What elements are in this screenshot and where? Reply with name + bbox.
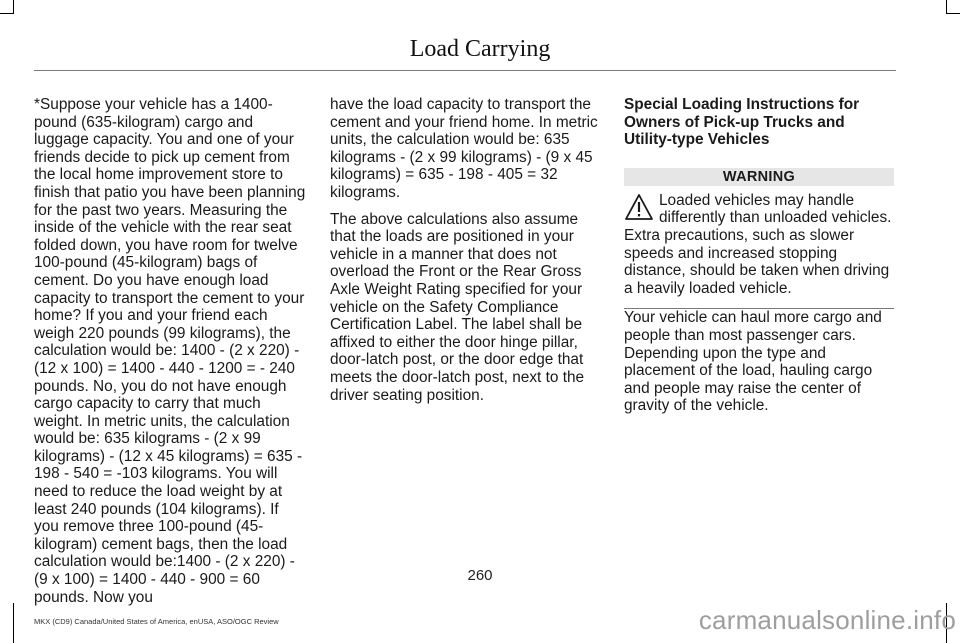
header-divider — [34, 70, 896, 71]
section-heading: Special Loading Instructions for Owners of Pick-up Trucks and Utility-type Vehicles — [624, 96, 860, 149]
warning-text-rest: Extra precautions, such as slower speeds and increased stopping distance, should be taken when driving a heavily loaded vehicle. — [624, 226, 890, 297]
warning-triangle-icon — [624, 193, 654, 221]
crop-mark-top-left-v — [13, 0, 14, 14]
column-3 — [624, 96, 894, 424]
crop-mark-bottom-left-v — [13, 603, 14, 643]
crop-mark-top-right-v — [946, 0, 947, 14]
column-2 — [330, 96, 602, 413]
watermark: carmanualsonline.info — [698, 605, 956, 635]
page-title: Load Carrying — [409, 36, 551, 62]
paragraph: The above calculations also assume that the loads are positioned in your vehicle in a manner that does not overload the Front or the Rear Gross Axle Weight Rating specified for your vehicle on the Safety Compliance Certification Label. The label shall be affixed to either the door hinge pillar, door-latch post, or the door edge that meets the door-latch post, next to the driver seating position. — [330, 210, 585, 404]
footer-edition-text: MKX (CD9) Canada/United States of America, enUSA, ASO/OGC Review — [34, 617, 279, 626]
crop-mark-top-right-h — [946, 13, 960, 14]
warning-label: WARNING — [624, 168, 894, 186]
crop-mark-top-left-h — [0, 13, 14, 14]
warning-text-first: Loaded vehicles may handle differently than unloaded vehicles. — [659, 191, 892, 227]
paragraph: Your vehicle can haul more cargo and people than most passenger cars. Depending upon the type and placement of the load, hauling cargo and people may raise the center of gravity of the vehicle. — [624, 309, 882, 415]
column-1 — [34, 96, 306, 615]
paragraph: have the load capacity to transport the cement and your friend home. In metric units, the calculation would be: 635 kilograms - (2 x 99 kilograms) - (9 x 45 kilograms) = 635 - 198 - 405 = 32 kilograms. — [330, 96, 598, 201]
paragraph: *Suppose your vehicle has a 1400-pound (635-kilogram) cargo and luggage capacity. You and one of your friends decide to pick up cement from the local home improvement store to finish that patio you have been planning for the past two years. Measuring the inside of the vehicle with the rear seat folded down, you have room for twelve 100-pound (45-kilogram) bags of cement. Do you have enough load capacity to transport the cement to your home? If you and your friend each weigh 220 pounds (99 kilograms), the calculation would be: 1400 - (2 x 220) - (12 x 100) = 1400 - 440 - 1200 = - 240 pounds. No, you do not have enough cargo capacity to carry that much weight. In metric units, the calculation would be: 635 kilograms - (2 x 99 kilograms) - (12 x 45 kilograms) = 635 - 198 - 540 = -103 kilograms. You will need to reduce the load weight by at least 240 pounds (104 kilograms). If you remove three 100-pound (45-kilogram) cement bags, then the load calculation would be:1400 - (2 x 220) - (9 x 100) = 1400 - 440 - 900 = 60 pounds. Now you — [34, 96, 306, 606]
warning-box — [624, 192, 894, 298]
page-number: 260 — [467, 567, 493, 584]
